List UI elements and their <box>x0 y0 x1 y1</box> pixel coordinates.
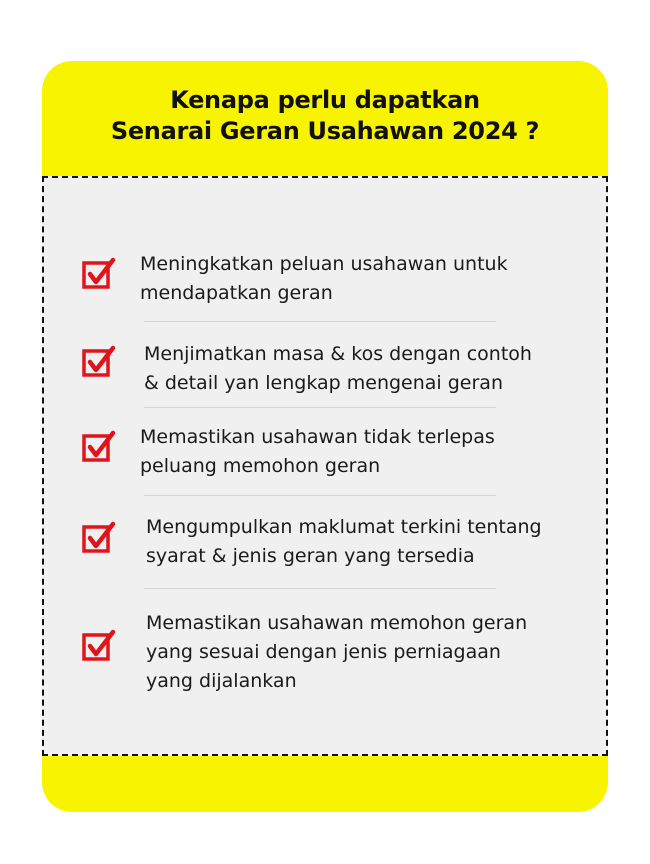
divider <box>144 495 496 496</box>
benefit-text: Menjimatkan masa & kos dengan contoh & detail yan lengkap mengenai geran <box>144 343 532 394</box>
checkbox-checked-icon <box>81 257 117 293</box>
checkbox-checked-icon <box>81 430 117 466</box>
benefit-text: Meningkatkan peluan usahawan untuk mendapatkan geran <box>140 253 508 304</box>
checkbox-checked-icon <box>81 521 117 557</box>
checkbox-checked-icon <box>81 345 117 381</box>
heading-line-1: Kenapa perlu dapatkan <box>170 86 480 114</box>
card-heading <box>42 85 608 147</box>
benefit-text: Memastikan usahawan tidak terlepas peluang memohon geran <box>140 426 495 477</box>
checkbox-checked-icon <box>81 629 117 665</box>
benefit-text: Memastikan usahawan memohon geran yang sesuai dengan jenis perniagaan yang dijalankan <box>146 612 528 692</box>
divider <box>144 588 496 589</box>
info-card <box>42 61 608 812</box>
divider <box>144 321 496 322</box>
benefits-panel <box>42 176 608 756</box>
heading-line-2: Senarai Geran Usahawan 2024 ? <box>110 117 540 145</box>
divider <box>144 407 496 408</box>
benefit-text: Mengumpulkan maklumat terkini tentang syarat & jenis geran yang tersedia <box>146 516 542 567</box>
